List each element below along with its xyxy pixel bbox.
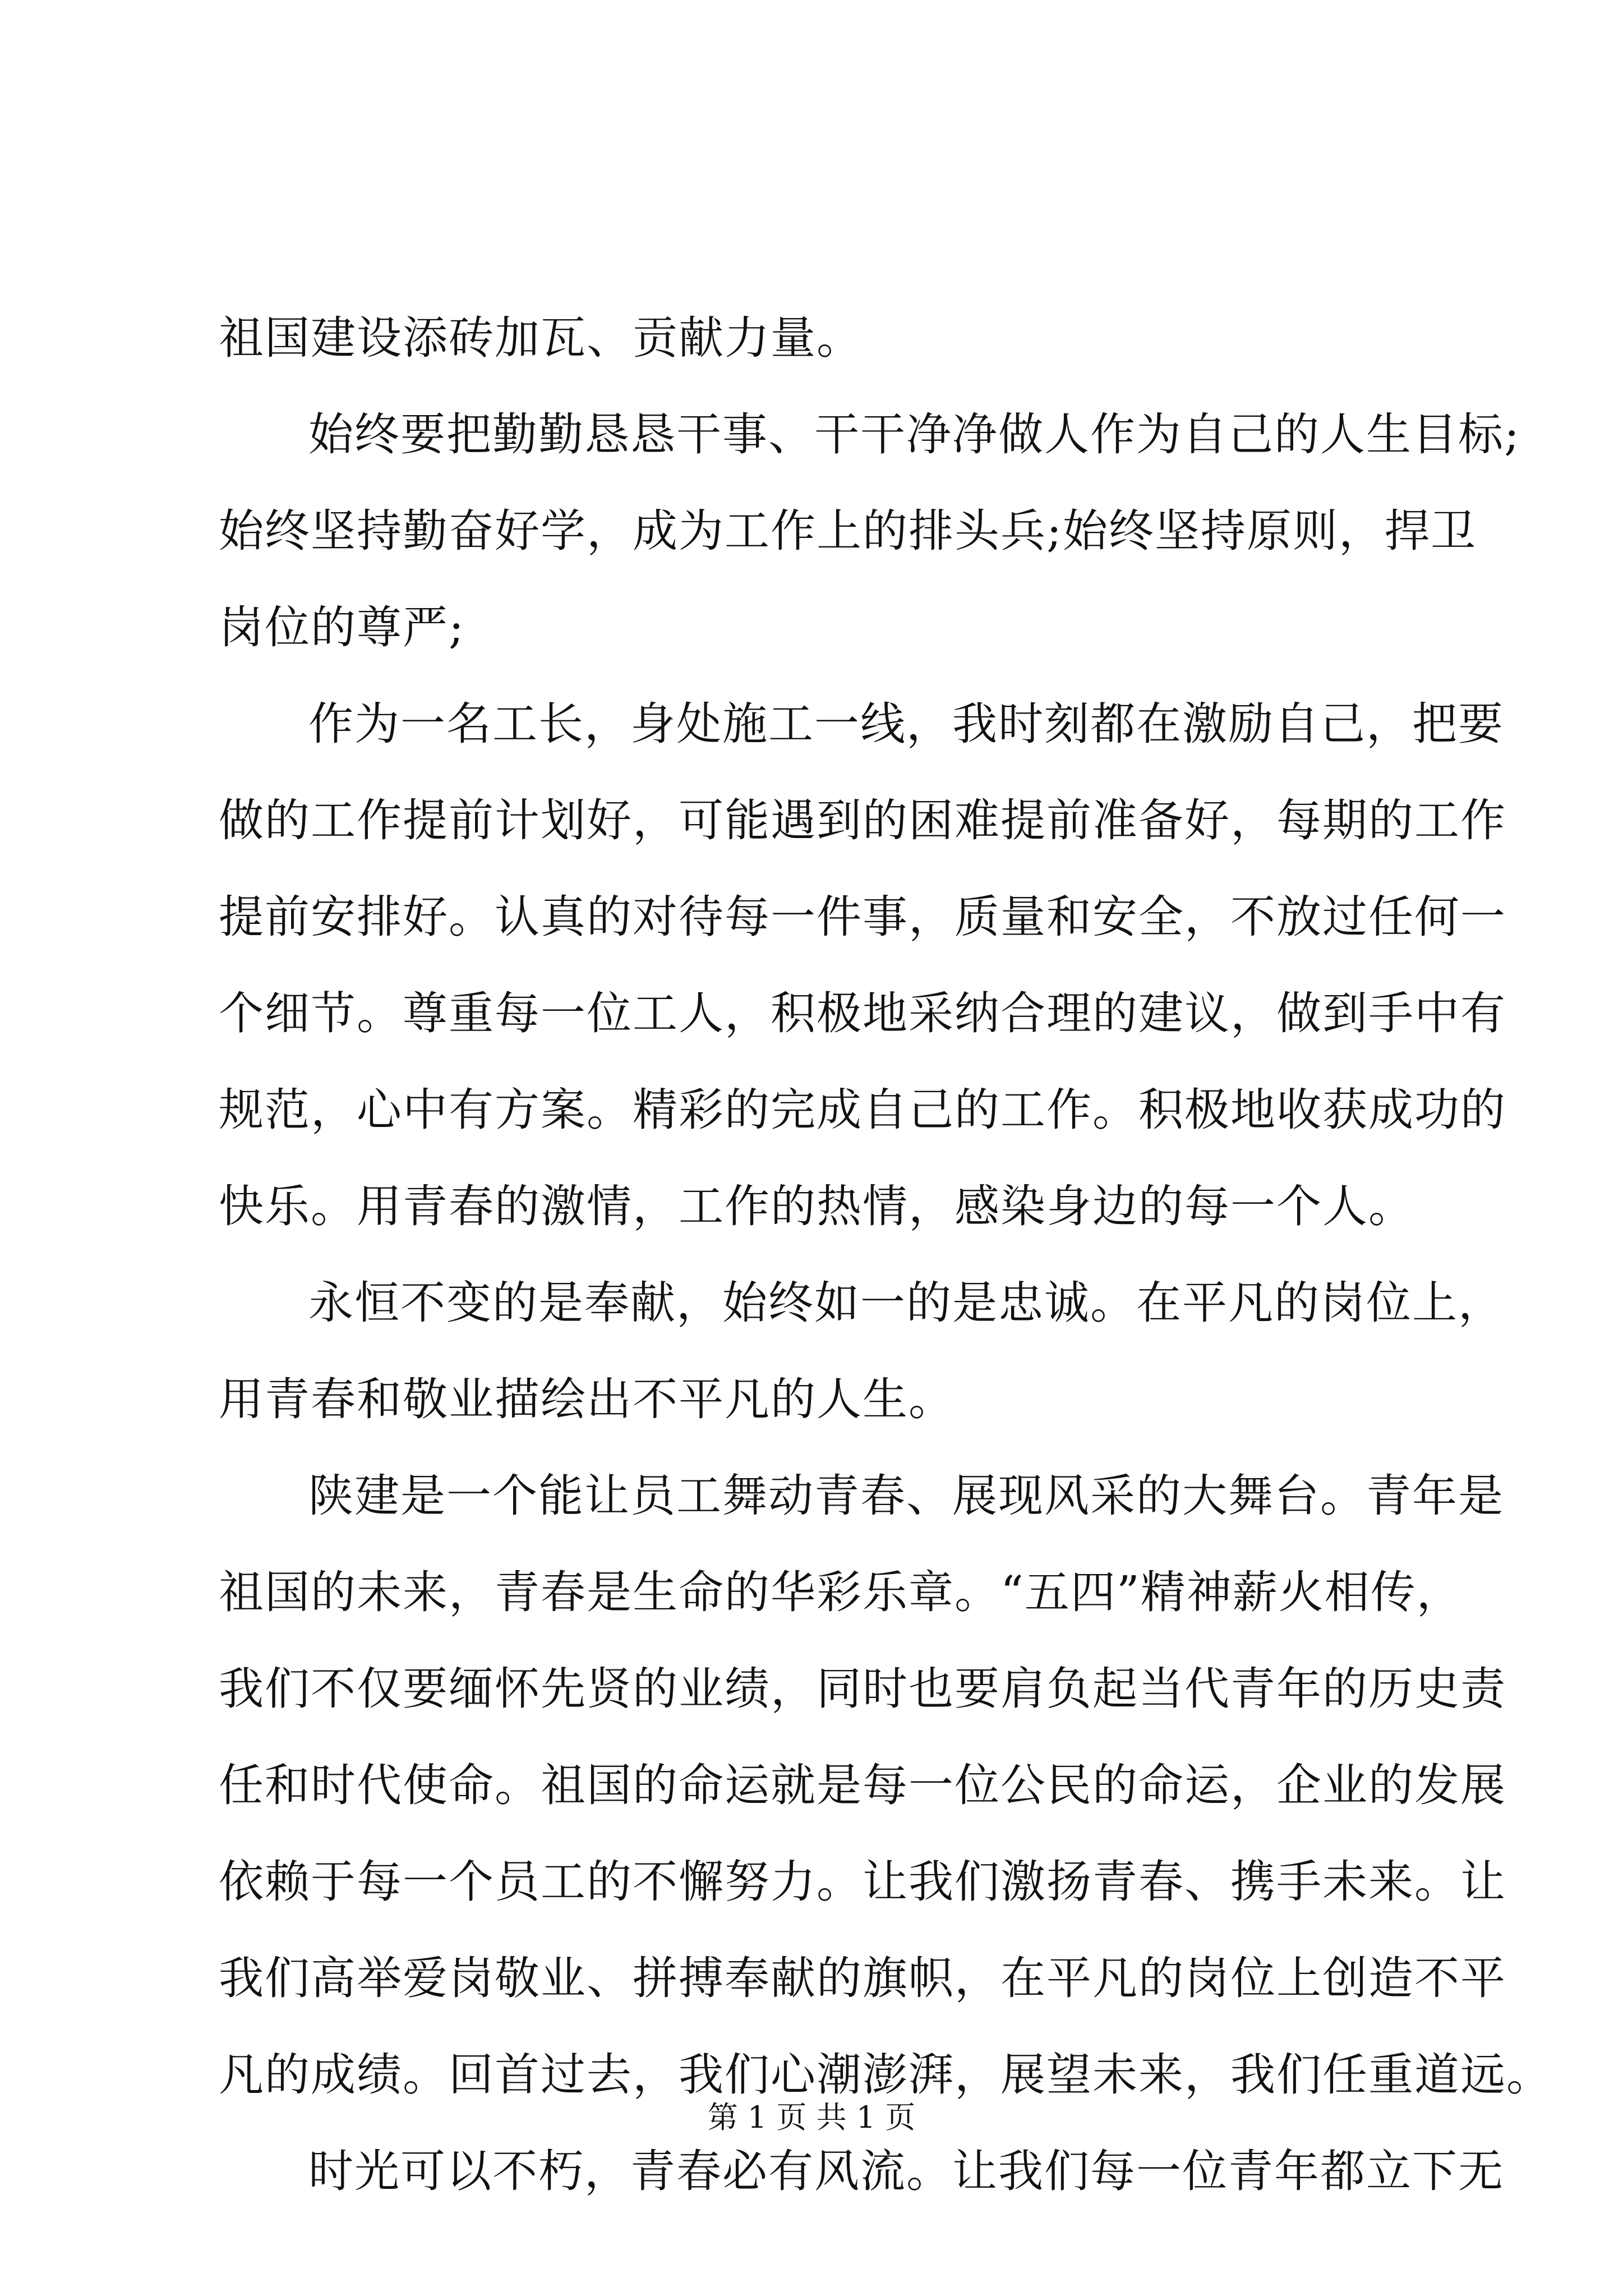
- text-line: 任和时代使命。祖国的命运就是每一位公民的命运，企业的发展: [219, 1759, 1506, 1811]
- text-line: 做的工作提前计划好，可能遇到的困难提前准备好，每期的工作: [219, 794, 1506, 846]
- paragraph-first-line: 时光可以不朽，青春必有风流。让我们每一位青年都立下无: [308, 2145, 1504, 2197]
- text-line: 规范，心中有方案。精彩的完成自己的工作。积极地收获成功的: [219, 1084, 1506, 1136]
- text-line: 我们高举爱岗敬业、拼搏奉献的旗帜，在平凡的岗位上创造不平: [219, 1952, 1506, 2004]
- text-line: 个细节。尊重每一位工人，积极地采纳合理的建议，做到手中有: [219, 987, 1506, 1039]
- text-line: 快乐。用青春的激情，工作的热情，感染身边的每一个人。: [219, 1180, 1414, 1232]
- text-line: 祖国的未来，青春是生命的华彩乐章。“五四”精神薪火相传，: [219, 1566, 1463, 1618]
- paragraph-first-line: 作为一名工长，身处施工一线，我时刻都在激励自己，把要: [308, 698, 1504, 750]
- paragraph-first-line: 永恒不变的是奉献，始终如一的是忠诚。在平凡的岗位上，: [308, 1277, 1504, 1329]
- text-line: 祖国建设添砖加瓦、贡献力量。: [219, 312, 863, 364]
- paragraph-first-line: 陕建是一个能让员工舞动青春、展现风采的大舞台。青年是: [308, 1470, 1504, 1522]
- text-line: 依赖于每一个员工的不懈努力。让我们激扬青春、携手未来。让: [219, 1856, 1506, 1908]
- paragraph-first-line: 始终要把勤勤恳恳干事、干干净净做人作为自己的人生目标;: [308, 408, 1520, 461]
- page-number-footer: 第 1 页 共 1 页: [707, 2100, 916, 2135]
- text-line: 我们不仅要缅怀先贤的业绩，同时也要肩负起当代青年的历史责: [219, 1663, 1506, 1715]
- text-line: 始终坚持勤奋好学，成为工作上的排头兵;始终坚持原则，捍卫: [219, 505, 1477, 557]
- text-line: 岗位的尊严;: [219, 601, 465, 654]
- text-line: 提前安排好。认真的对待每一件事，质量和安全，不放过任何一: [219, 891, 1506, 943]
- text-line: 用青春和敬业描绘出不平凡的人生。: [219, 1373, 955, 1425]
- text-line: 凡的成绩。回首过去，我们心潮澎湃，展望未来，我们任重道远。: [219, 2049, 1552, 2101]
